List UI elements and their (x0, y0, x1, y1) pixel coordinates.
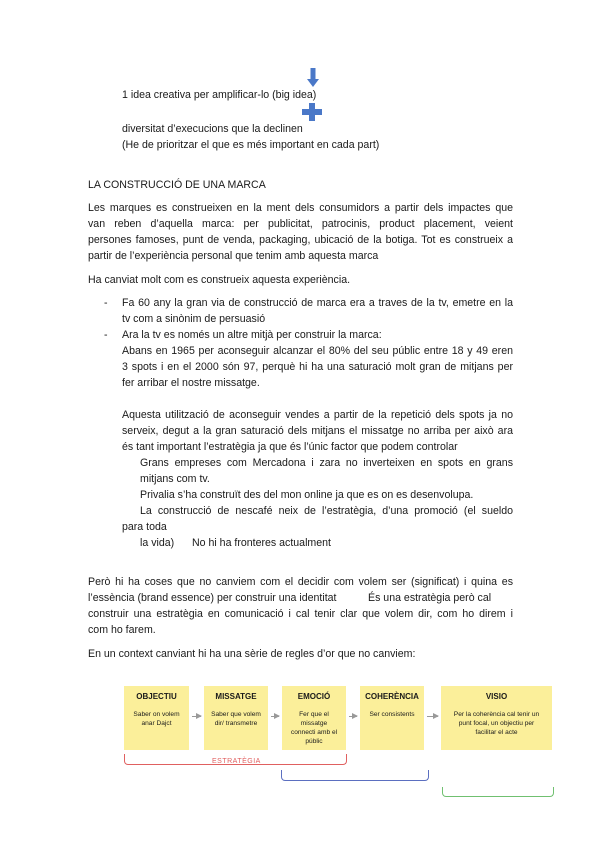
bullet-marker: - (104, 329, 108, 341)
paragraph-line: van reben d’aquella marca: per publicitat, patrocinis, product placement, veient (88, 218, 513, 230)
paragraph-line: persones famoses, punt de venda, packaging, ubicació de la botiga. Tot es construeix a (88, 234, 513, 246)
paragraph-line: com ho farem. (88, 624, 156, 636)
paragraph-line: Les marques es construeixen en la ment dels consumidors a partir dels impactes que (88, 202, 513, 214)
example-line: Privalia s’ha construït des del mon online ja que es on es desenvolupa. (140, 489, 474, 501)
prioritzar-line: (He de prioritzar el que es més important en cada part) (122, 139, 380, 151)
example-line: mitjans com tv. (140, 473, 210, 485)
box-text: Fer que el missatge connecti amb el públic (290, 711, 338, 745)
diversitat-line: diversitat d’execucions que la declinen (122, 123, 303, 135)
diagram-box-visio (441, 686, 552, 750)
box-text: Saber on volem anar Dajct (133, 711, 180, 727)
paragraph-line: construir una estratègia en comunicació i cal tenir clar que volem dir, com ho direm i (88, 608, 513, 620)
bullet-line: Ara la tv es només un altre mitjà per construir la marca: (122, 329, 382, 341)
box-title: VISIO (485, 692, 508, 701)
arrow-connector (271, 716, 279, 717)
bullet-line: 3 spots i en el 2000 són 97, perquè hi ha una saturació molt gran de mitjans per (122, 361, 513, 373)
bullet-line: Abans en 1965 per aconseguir alcanzar el 80% del seu públic entre 18 y 49 eren (122, 345, 513, 357)
example-line: para toda (122, 521, 167, 533)
visio-bracket (442, 787, 554, 797)
paragraph-line: És una estratègia però cal (368, 592, 492, 604)
box-text: Per la coherència cal tenir un punt focal, un objectiu per facilitar el acte (453, 711, 540, 736)
section-heading: LA CONSTRUCCIÓ DE UNA MARCA (88, 179, 266, 191)
diagram-box-objectiu (124, 686, 189, 750)
paragraph-regles: En un context canviant hi ha una sèrie de regles d’or que no canviem: (88, 648, 416, 660)
paragraph-canviat: Ha canviat molt com es construeix aquesta experiència. (88, 274, 351, 286)
emocio-bracket (281, 770, 429, 781)
example-line: No hi ha fronteres actualment (192, 537, 331, 549)
example-line: Grans empreses com Mercadona i zara no inverteixen en spots en grans (140, 457, 513, 469)
arrow-connector (192, 716, 201, 717)
estrategia-label: ESTRATÈGIA (212, 758, 261, 765)
paragraph-line: Aquesta utilització de aconseguir vendes a partir de la repetició dels spots ja no (122, 409, 513, 421)
arrow-connector (427, 716, 438, 717)
diagram-box-emocio (282, 686, 346, 750)
arrow-connector (349, 716, 357, 717)
example-line: la vida) (140, 537, 175, 549)
paragraph-line: és tant important l’estratègia ja que és l’únic factor que podem controlar (122, 441, 458, 453)
bullet-line: fer arribar el nostre missatge. (122, 377, 260, 389)
bullet-line: tv com a sinònim de persuasió (122, 313, 266, 325)
bullet-marker: - (104, 297, 108, 309)
example-line: La construcció de nescafé neix de l’estratègia, d’una promoció (el sueldo (140, 505, 513, 517)
arrow-down-icon (307, 68, 319, 88)
box-text: Ser consistents (369, 711, 415, 718)
bullet-line: Fa 60 any la gran via de construcció de marca era a traves de la tv, emetre en la (122, 297, 513, 309)
diagram-box-missatge (204, 686, 268, 750)
diagram-box-coherencia (360, 686, 424, 750)
box-title: EMOCIÓ (297, 692, 331, 701)
plus-icon (302, 103, 322, 121)
box-title: OBJECTIU (136, 692, 177, 701)
paragraph-line: serveix, degut a la gran saturació dels mitjans el missatge no arriba per això ara (122, 425, 513, 437)
box-title: COHERÈNCIA (365, 692, 419, 701)
paragraph-line: l’essència (brand essence) per construir una identitat (88, 592, 337, 604)
paragraph-line: partir de l’experiència personal que tenim amb aquesta marca (88, 250, 379, 262)
paragraph-line: Però hi ha coses que no canviem com el decidir com volem ser (significat) i quina es (88, 576, 513, 588)
box-title: MISSATGE (215, 692, 257, 701)
big-idea-line: 1 idea creativa per amplificar-lo (big idea) (122, 89, 317, 101)
box-text: Saber que volem dir/ transmetre (211, 711, 261, 727)
